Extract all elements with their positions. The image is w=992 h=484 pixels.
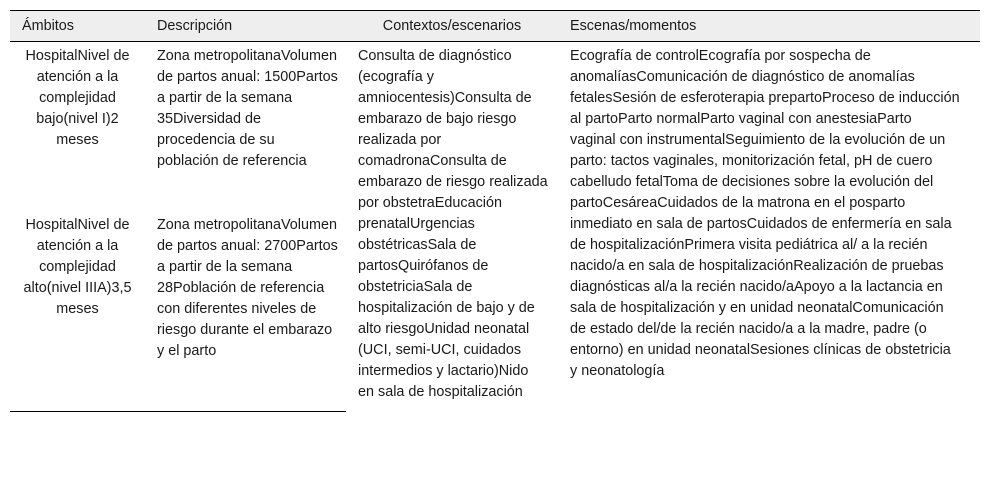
cell-ambito: HospitalNivel de atención a la complejidad bajo(nivel I)2 meses <box>25 48 130 148</box>
cell-descripcion: Zona metropolitanaVolumen de partos anual: 2700Partos a partir de la semana 28Población de referencia con diferentes niveles de riesgo durante el embarazo y el parto <box>145 215 346 411</box>
ambitos-table <box>10 10 980 412</box>
cell-contextos: Consulta de diagnóstico (ecografía y amniocentesis)Consulta de embarazo de bajo riesgo realizada por comadronaConsulta de embarazo de riesgo realizada por obstetraEducación prenatalUrgencias obstétricasSala de partosQuirófanos de obstetriciaSala de hospitalización de bajo y de alto riesgoUnidad neonatal (UCI, semi-UCI, cuidados intermedios y lactario)Nido en sala de hospitalización <box>358 48 548 400</box>
header-contextos: Contextos/escenarios <box>346 11 558 42</box>
header-descripcion: Descripción <box>145 11 346 42</box>
cell-descripcion: Zona metropolitanaVolumen de partos anual: 1500Partos a partir de la semana 35Diversidad de procedencia de su población de referencia <box>157 48 338 169</box>
cell-escenas: Ecografía de controlEcografía por sospecha de anomalíasComunicación de diagnóstico de anomalías fetalesSesión de esferoterapia prepartoProceso de inducción al partoParto normalParto vaginal con anestesiaParto vaginal con instrumentalSeguimiento de la evolución de un parto: tactos vaginales, monitorización fetal, pH de cuero cabelludo fetalToma de decisiones sobre la evolución del partoCesáreaCuidados de la matrona en el posparto inmediato en sala de partosCuidados de enfermería en sala de hospitalizaciónPrimera visita pediátrica al/ a la recién nacido/a en sala de hospitalizaciónRealización de pruebas diagnósticas al/a la recién nacido/aApoyo a la lactancia en sala de hospitalización y en unidad neonatalComunicación de estado del/de la recién nacido/a a la madre, padre (o entorno) en unidad neonatalSesiones clínicas de obstetricia y neonatología <box>570 48 960 379</box>
cell-ambito: HospitalNivel de atención a la complejidad alto(nivel IIIA)3,5 meses <box>10 215 145 411</box>
table-header-row <box>10 11 980 42</box>
data-table-container <box>10 10 980 412</box>
header-ambitos: Ámbitos <box>10 11 145 42</box>
header-escenas: Escenas/momentos <box>558 11 980 42</box>
table-row <box>10 42 980 215</box>
